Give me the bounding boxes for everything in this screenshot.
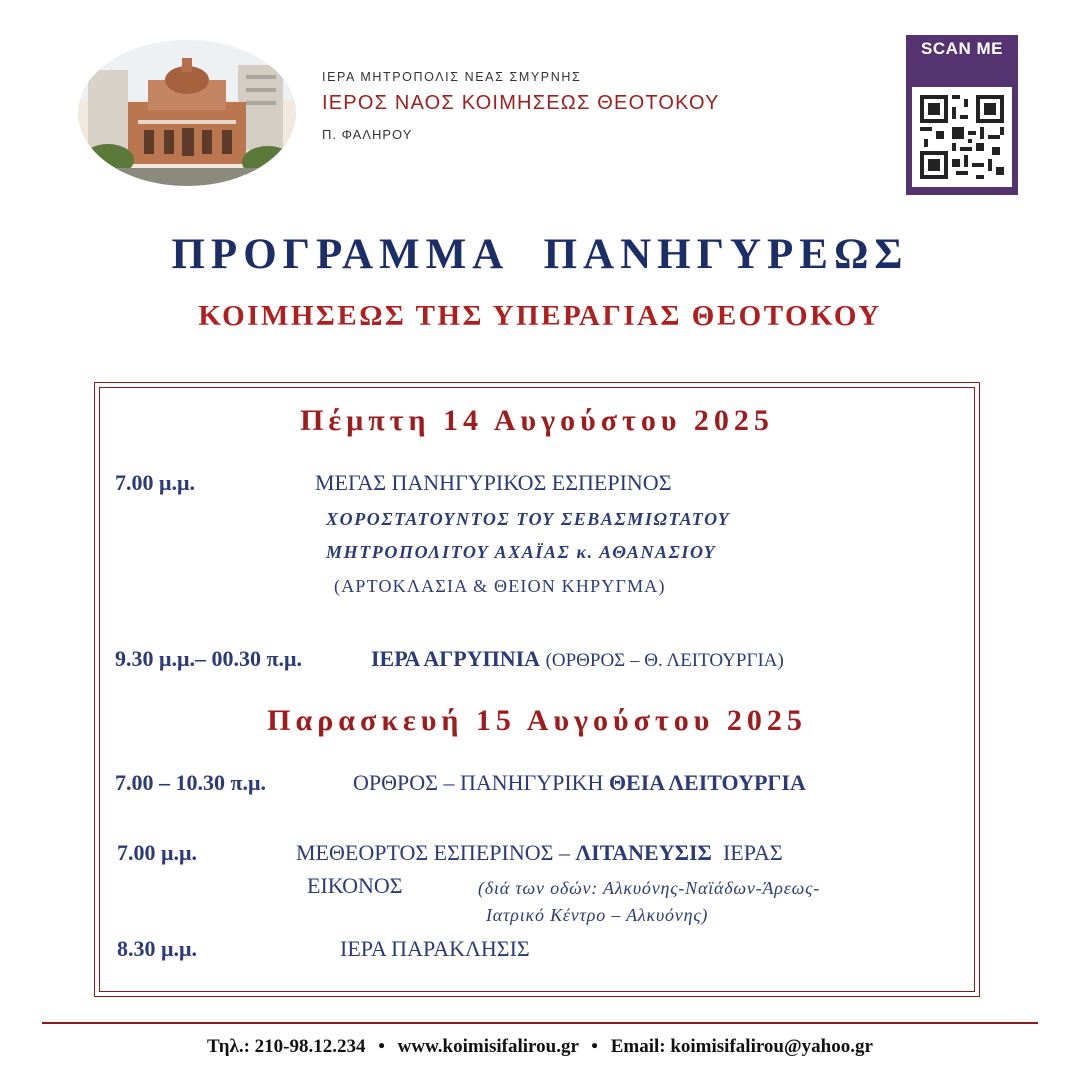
page-subtitle: ΚΟΙΜΗΣΕΩΣ ΤΗΣ ΥΠΕΡΑΓΙΑΣ ΘΕΟΤΟΚΟΥ: [198, 300, 882, 332]
day2-event2-title-bold: ΛΙΤΑΝΕΥΣΙΣ: [575, 840, 712, 865]
day2-event1-title: ΟΡΘΡΟΣ – ΠΑΝΗΓΥΡΙΚΗ: [353, 770, 609, 795]
day2-event1-time: 7.00 – 10.30 π.μ.: [115, 770, 267, 795]
day1-event1-presider: ΧΟΡΟΣΤΑΤΟΥΝΤΟΣ ΤΟΥ ΣΕΒΑΣΜΙΩΤΑΤΟΥ: [326, 509, 731, 529]
day2-heading: Παρασκευή 15 Αυγούστου 2025: [267, 704, 807, 737]
footer-phone: Τηλ.: 210-98.12.234: [207, 1036, 366, 1057]
page-title: ΠΡΟΓΡΑΜΜΑ ΠΑΝΗΓΥΡΕΩΣ: [171, 231, 909, 278]
day1-event1-note: (ΑΡΤΟΚΛΑΣΙΑ & ΘΕΙΟΝ ΚΗΡΥΓΜΑ): [334, 576, 666, 596]
church-name: ΙΕΡΟΣ ΝΑΟΣ ΚΟΙΜΗΣΕΩΣ ΘΕΟΤΟΚΟΥ: [322, 92, 720, 114]
church-logo: [78, 40, 296, 186]
qr-label-pointer: [986, 63, 1004, 74]
day2-event2-title-end: ΙΕΡΑΣ: [711, 840, 783, 865]
footer-email-link[interactable]: Email: koimisifalirou@yahoo.gr: [610, 1036, 873, 1057]
day2-event2-title: ΜΕΘΕΟΡΤΟΣ ΕΣΠΕΡΙΝΟΣ –: [296, 840, 576, 865]
footer-divider: [42, 1022, 1038, 1024]
qr-code-frame: [912, 87, 1012, 187]
church-location: Π. ΦΑΛΗΡΟΥ: [322, 127, 413, 142]
footer-bullet: •: [591, 1036, 598, 1057]
day1-event2-note: (ΟΡΘΡΟΣ – Θ. ΛΕΙΤΟΥΡΓΙΑ): [545, 650, 784, 671]
footer-contact: [0, 1036, 1080, 1058]
footer-website-link[interactable]: www.koimisifalirou.gr: [397, 1036, 579, 1057]
day2-event3-title: ΙΕΡΑ ΠΑΡΑΚΛΗΣΙΣ: [340, 936, 530, 961]
day2-event2-line2: ΕΙΚΟΝΟΣ: [307, 873, 403, 898]
scan-me-label: SCAN ME: [921, 39, 1003, 58]
metropolis-name: ΙΕΡΑ ΜΗΤΡΟΠΟΛΙΣ ΝΕΑΣ ΣΜΥΡΝΗΣ: [322, 70, 582, 84]
day2-event2-route-line2: Ιατρικό Κέντρο – Αλκυόνης): [486, 905, 709, 925]
day2-event3-time: 8.30 μ.μ.: [117, 936, 197, 961]
day1-event1-time: 7.00 μ.μ.: [115, 470, 195, 495]
day1-event2-title: ΙΕΡΑ ΑΓΡΥΠΝΙΑ: [371, 646, 541, 671]
day1-event2-time: 9.30 μ.μ.– 00.30 π.μ.: [115, 646, 302, 671]
day2-event1-row: [353, 770, 806, 796]
day1-heading: Πέμπτη 14 Αυγούστου 2025: [300, 404, 774, 437]
day2-event1-title-bold: ΘΕΙΑ ΛΕΙΤΟΥΡΓΙΑ: [608, 770, 806, 795]
church-photo-image: [78, 40, 296, 186]
day2-event2-row: [296, 840, 783, 866]
day1-event1-title: ΜΕΓΑΣ ΠΑΝΗΓΥΡΙΚΟΣ ΕΣΠΕΡΙΝΟΣ: [315, 470, 672, 495]
qr-code-icon: [912, 87, 1012, 187]
day2-event2-time: 7.00 μ.μ.: [117, 840, 197, 865]
qr-code-badge[interactable]: [906, 35, 1018, 195]
day1-event2-row: [371, 646, 784, 672]
day2-event2-route-line1: (διά των οδών: Αλκυόνης-Ναϊάδων-Άρεως-: [478, 878, 821, 898]
day1-event1-metropolitan: ΜΗΤΡΟΠΟΛΙΤΟΥ ΑΧΑΪΑΣ κ. ΑΘΑΝΑΣΙΟΥ: [326, 542, 717, 562]
footer-bullet: •: [378, 1036, 385, 1057]
